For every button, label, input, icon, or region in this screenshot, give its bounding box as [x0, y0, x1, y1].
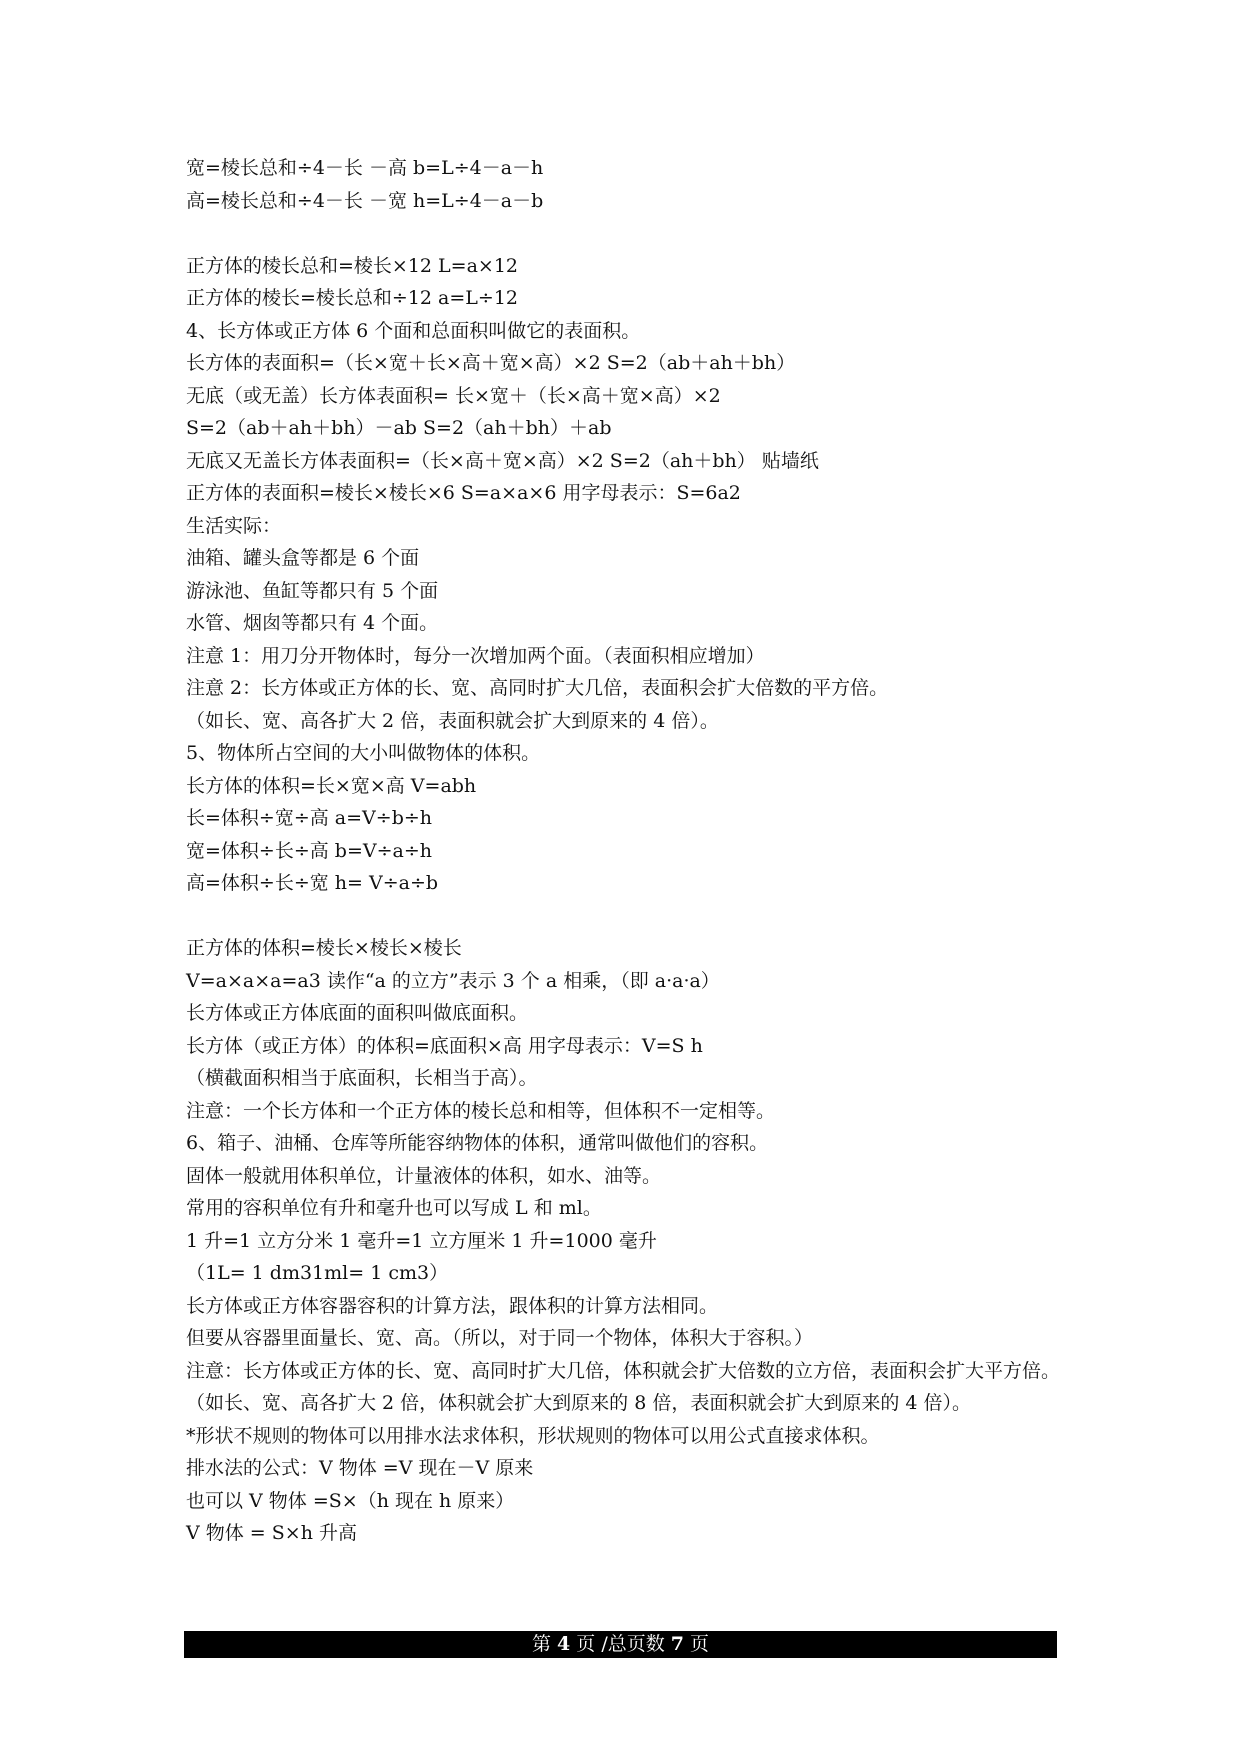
page-footer	[184, 1631, 1057, 1658]
text-line: 正方体的表面积=棱长×棱长×6 S=a×a×6 用字母表示：S=6a2	[186, 482, 741, 504]
text-line: 长=体积÷宽÷高 a=V÷b÷h	[186, 807, 433, 829]
footer-prefix: 第	[531, 1633, 557, 1655]
text-line: （如长、宽、高各扩大 2 倍，体积就会扩大到原来的 8 倍，表面积就会扩大到原来的 4 倍）。	[186, 1392, 972, 1414]
text-line: （横截面积相当于底面积，长相当于高）。	[186, 1067, 538, 1089]
text-line: 注意 1：用刀分开物体时，每分一次增加两个面。（表面积相应增加）	[186, 644, 765, 667]
text-line: 生活实际：	[186, 514, 282, 537]
text-line: 1 升=1 立方分米 1 毫升=1 立方厘米 1 升=1000 毫升	[186, 1229, 657, 1252]
text-line: 5、物体所占空间的大小叫做物体的体积。	[186, 742, 541, 764]
text-line: 注意 2：长方体或正方体的长、宽、高同时扩大几倍，表面积会扩大倍数的平方倍。	[186, 677, 889, 699]
text-line: 无底又无盖长方体表面积=（长×高＋宽×高）×2 S=2（ah＋bh） 贴墙纸	[186, 449, 819, 472]
footer-total-pages: 7	[670, 1633, 684, 1655]
text-line: 游泳池、鱼缸等都只有 5 个面	[186, 579, 439, 602]
text-line: 水管、烟囱等都只有 4 个面。	[186, 612, 439, 634]
text-line: 也可以 V 物体 =S×（h 现在 h 原来）	[186, 1489, 515, 1512]
text-line: 长方体的表面积=（长×宽＋长×高＋宽×高）×2 S=2（ab＋ah＋bh）	[186, 352, 796, 374]
text-line: 宽=体积÷长÷高 b=V÷a÷h	[186, 839, 433, 862]
text-line: 排水法的公式：V 物体 =V 现在－V 原来	[186, 1457, 534, 1479]
text-line: 高=棱长总和÷4－长 －宽 h=L÷4－a－b	[186, 189, 544, 212]
text-line: 正方体的棱长总和=棱长×12 L=a×12	[186, 254, 519, 277]
text-line: 无底（或无盖）长方体表面积= 长×宽＋（长×高＋宽×高）×2	[186, 384, 721, 407]
text-line: 固体一般就用体积单位，计量液体的体积，如水、油等。	[186, 1164, 662, 1187]
text-line: V 物体 = S×h 升高	[186, 1522, 357, 1544]
text-line: 常用的容积单位有升和毫升也可以写成 L 和 ml。	[186, 1197, 602, 1219]
text-paragraph-wrapped: 注意：长方体或正方体的长、宽、高同时扩大几倍，体积就会扩大倍数的立方倍，表面积会扩大平方倍。	[186, 1359, 1061, 1382]
text-line: 油箱、罐头盒等都是 6 个面	[186, 547, 420, 569]
text-line: （1L= 1 dm31ml= 1 cm3）	[186, 1262, 449, 1284]
footer-suffix: 页	[684, 1633, 710, 1655]
footer-page-number: 4	[557, 1633, 571, 1655]
text-line: （如长、宽、高各扩大 2 倍，表面积就会扩大到原来的 4 倍）。	[186, 709, 719, 732]
footer-middle: 页 /总页数	[570, 1633, 671, 1655]
blank-line	[186, 900, 1086, 933]
text-line: 长方体或正方体底面的面积叫做底面积。	[186, 1002, 529, 1024]
text-line: 注意：一个长方体和一个正方体的棱长总和相等，但体积不一定相等。	[186, 1099, 776, 1122]
document-body	[186, 152, 1086, 1550]
text-line: 正方体的体积=棱长×棱长×棱长	[186, 937, 462, 959]
text-line: V=a×a×a=a3 读作“a 的立方”表示 3 个 a 相乘，（即 a·a·a）	[186, 969, 720, 992]
text-line: *形状不规则的物体可以用排水法求体积，形状规则的物体可以用公式直接求体积。	[186, 1424, 880, 1447]
text-line: S=2（ab＋ah＋bh）－ab S=2（ah＋bh）＋ab	[186, 417, 612, 439]
blank-line	[186, 217, 1086, 250]
text-line: 正方体的棱长=棱长总和÷12 a=L÷12	[186, 287, 519, 309]
text-line: 长方体（或正方体）的体积=底面积×高 用字母表示：V=S h	[186, 1034, 703, 1057]
text-line: 宽=棱长总和÷4－长 －高 b=L÷4－a－h	[186, 157, 544, 179]
text-line: 长方体的体积=长×宽×高 V=abh	[186, 774, 477, 797]
text-line: 高=体积÷长÷宽 h= V÷a÷b	[186, 872, 439, 894]
text-line: 但要从容器里面量长、宽、高。（所以，对于同一个物体，体积大于容积。）	[186, 1327, 814, 1349]
text-line: 长方体或正方体容器容积的计算方法，跟体积的计算方法相同。	[186, 1294, 719, 1317]
text-line: 6、箱子、油桶、仓库等所能容纳物体的体积，通常叫做他们的容积。	[186, 1132, 769, 1154]
text-line: 4、长方体或正方体 6 个面和总面积叫做它的表面积。	[186, 319, 641, 342]
